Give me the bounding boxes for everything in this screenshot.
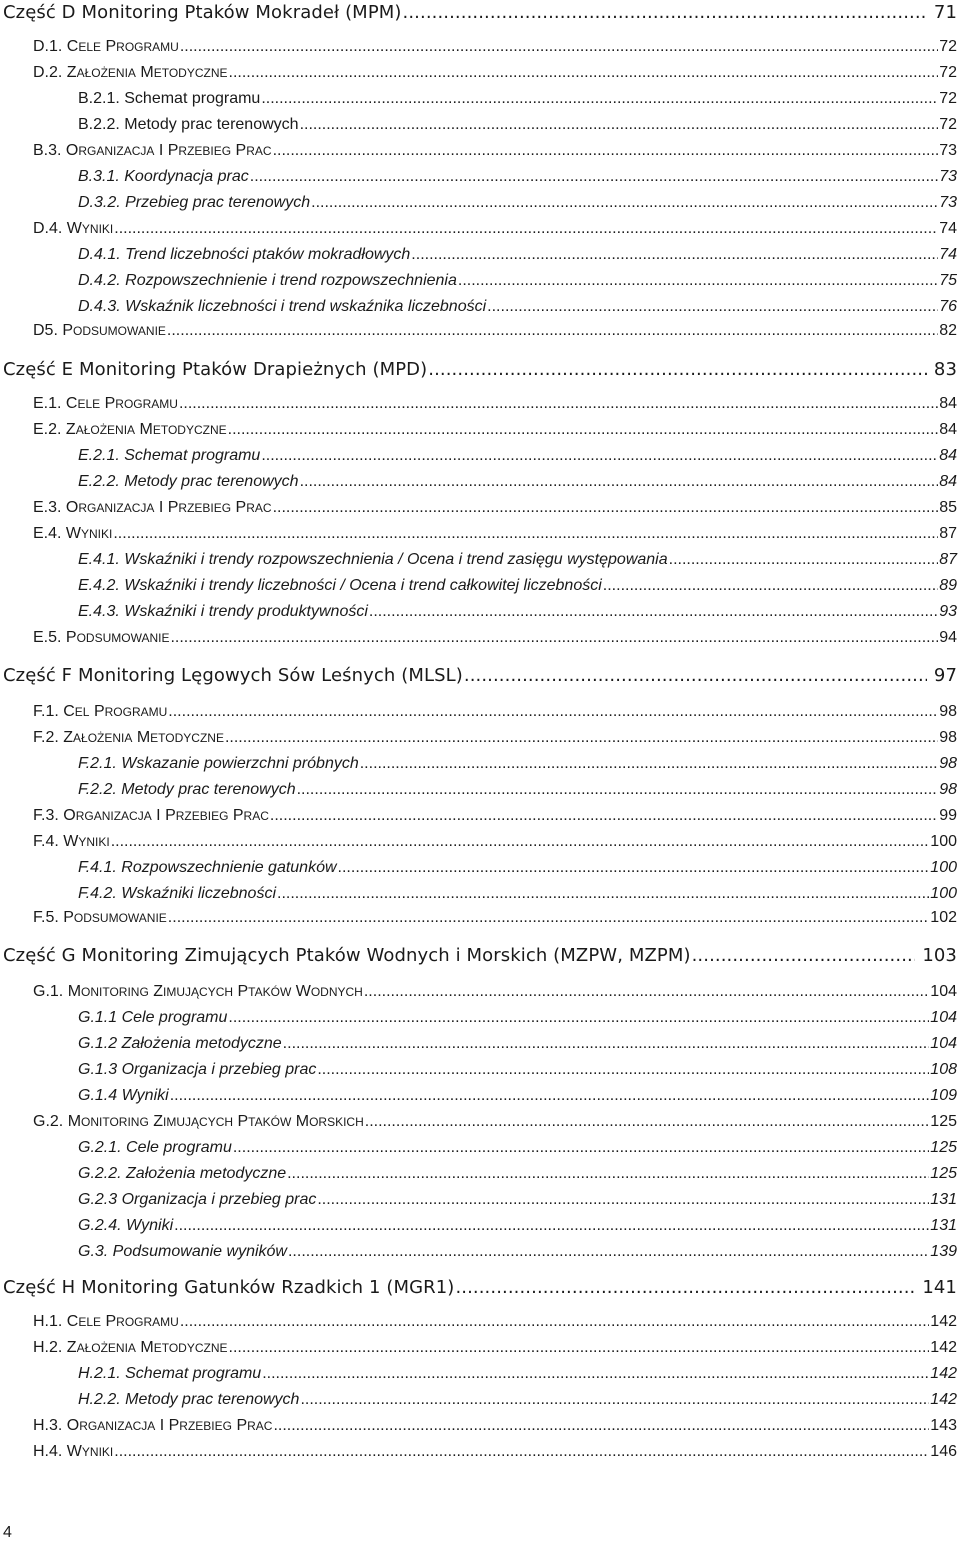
toc-entry-title: [78, 551, 668, 569]
toc-entry-text: G.2.1. Cele programu: [78, 1139, 232, 1156]
dot-leader: [287, 1165, 929, 1183]
toc-entry[interactable]: [78, 246, 957, 264]
toc-entry-text: E.2.2. Metody prac terenowych: [78, 473, 299, 490]
toc-entry-text: E.2.1. Schemat programu: [78, 447, 261, 464]
toc-entry-text: PODSUMOWANIE: [62, 322, 166, 339]
toc-entry-title: [33, 909, 167, 927]
toc-page-number: 104: [930, 1035, 957, 1052]
dot-leader: [283, 1035, 930, 1053]
toc-entry-title: [3, 2, 402, 23]
toc-page-number: 73: [939, 142, 957, 159]
toc-entry-text: B.3.1. Koordynacja prac: [78, 168, 249, 185]
toc-entry-title: [78, 1035, 282, 1053]
toc-entry-title: [78, 194, 310, 212]
toc-entry[interactable]: [33, 909, 957, 927]
toc-entry[interactable]: [78, 1191, 957, 1209]
toc-entry-title: [78, 603, 368, 621]
dot-leader: [170, 1087, 930, 1105]
toc-page-number: 131: [930, 1217, 957, 1234]
toc-entry-title: [78, 1365, 261, 1383]
toc-page-number: 93: [939, 603, 957, 620]
toc-entry-number: F.4.: [33, 833, 64, 850]
dot-leader: [403, 2, 927, 23]
toc-page-number: 98: [939, 781, 957, 798]
toc-entry-text: F.2.1. Wskazanie powierzchni próbnych: [78, 755, 359, 772]
dot-leader: [300, 116, 939, 134]
dot-leader: [225, 729, 938, 747]
dot-leader: [174, 1217, 929, 1235]
toc-entry-title: [78, 1139, 232, 1157]
dot-leader: [261, 90, 938, 108]
toc-entry-title: [78, 885, 276, 903]
toc-entry[interactable]: [78, 116, 957, 134]
toc-entry[interactable]: [33, 64, 957, 82]
toc-page-number: 72: [939, 116, 957, 133]
toc-page-number: 141: [922, 1277, 957, 1298]
toc-entry-text: Część H Monitoring Gatunków Rzadkich 1 (MGR1): [3, 1277, 455, 1298]
toc-page-number: 76: [939, 298, 957, 315]
dot-leader: [167, 322, 938, 340]
toc-page-number: 109: [930, 1087, 957, 1104]
toc-page-number: 108: [930, 1061, 957, 1078]
dot-leader: [311, 194, 938, 212]
toc-entry[interactable]: [78, 885, 957, 903]
toc-entry[interactable]: [33, 807, 957, 825]
toc-page-number: 74: [939, 220, 957, 237]
toc-entry-text: B.2.2. Metody prac terenowych: [78, 116, 299, 133]
toc-entry-title: [78, 859, 337, 877]
toc-entry-text: D.4.1. Trend liczebności ptaków mokradłowych: [78, 246, 411, 263]
toc-entry[interactable]: [33, 1313, 957, 1331]
dot-leader: [411, 246, 938, 264]
toc-entry[interactable]: [3, 945, 957, 966]
toc-entry-title: [78, 246, 410, 264]
toc-entry[interactable]: [33, 525, 957, 543]
toc-entry-text: ZAŁOŻENIA METODYCZNE: [66, 64, 228, 81]
toc-entry[interactable]: [33, 1113, 957, 1131]
toc-entry-text: WYNIKI: [65, 525, 113, 542]
toc-entry-text: Część D Monitoring Ptaków Mokradeł (MPM): [3, 2, 402, 23]
toc-entry[interactable]: [33, 1417, 957, 1435]
toc-entry[interactable]: [3, 1277, 957, 1298]
dot-leader: [692, 945, 916, 966]
toc-entry-title: [78, 168, 249, 186]
toc-entry-number: D.4.: [33, 220, 67, 237]
dot-leader: [180, 38, 938, 56]
toc-entry-number: F.1.: [33, 703, 64, 720]
toc-entry-number: G.1.: [33, 983, 68, 1000]
toc-page-number: 100: [930, 885, 957, 902]
toc-entry-number: F.3.: [33, 807, 64, 824]
dot-leader: [114, 1443, 929, 1461]
toc-entry-text: F.4.2. Wskaźniki liczebności: [78, 885, 276, 902]
toc-page-number: 125: [930, 1113, 957, 1130]
toc-entry-title: [78, 577, 602, 595]
toc-entry-title: [3, 359, 427, 380]
toc-entry-text: G.1.4 Wyniki: [78, 1087, 169, 1104]
toc-page-number: 142: [930, 1339, 957, 1356]
dot-leader: [228, 421, 939, 439]
toc-page-number: 87: [939, 551, 957, 568]
toc-entry-title: [33, 220, 113, 238]
toc-page-number: 131: [930, 1191, 957, 1208]
dot-leader: [360, 755, 938, 773]
toc-entry-number: D.2.: [33, 64, 67, 81]
dot-leader: [487, 298, 938, 316]
toc-entry[interactable]: [78, 1061, 957, 1079]
toc-entry-text: Część G Monitoring Zimujących Ptaków Wodnych i Morskich (MZPW, MZPM): [3, 945, 691, 966]
dot-leader: [111, 833, 930, 851]
toc-entry-text: ORGANIZACJA I PRZEBIEG PRAC: [66, 1417, 273, 1434]
toc-entry[interactable]: [78, 1243, 957, 1261]
toc-entry-number: E.4.: [33, 525, 66, 542]
toc-entry-text: ORGANIZACJA I PRZEBIEG PRAC: [65, 142, 272, 159]
dot-leader: [180, 1313, 929, 1331]
toc-page-number: 72: [939, 90, 957, 107]
toc-entry[interactable]: [33, 395, 957, 413]
dot-leader: [317, 1061, 929, 1079]
toc-page-number: 98: [939, 755, 957, 772]
toc-entry-title: [33, 983, 363, 1001]
dot-leader: [300, 473, 939, 491]
dot-leader: [261, 447, 938, 465]
toc-entry[interactable]: [78, 447, 957, 465]
toc-entry-number: G.2.: [33, 1113, 68, 1130]
toc-entry-text: PODSUMOWANIE: [65, 629, 170, 646]
toc-entry-text: G.2.2. Założenia metodyczne: [78, 1165, 287, 1182]
toc-entry-text: CELE PROGRAMU: [66, 38, 179, 55]
toc-entry[interactable]: [78, 90, 957, 108]
toc-entry-text: E.4.2. Wskaźniki i trendy liczebności / Ocena i trend całkowitej liczebności: [78, 577, 602, 594]
toc-entry[interactable]: [33, 142, 957, 160]
toc-entry-text: WYNIKI: [63, 833, 110, 850]
toc-entry-text: B.2.1. Schemat programu: [78, 90, 261, 107]
dot-leader: [428, 359, 927, 380]
toc-entry-number: B.3.: [33, 142, 66, 159]
toc-entry-text: ZAŁOŻENIA METODYCZNE: [65, 421, 227, 438]
toc-entry[interactable]: [78, 473, 957, 491]
toc-page-number: 142: [930, 1365, 957, 1382]
toc-entry[interactable]: [78, 1391, 957, 1409]
toc-entry-text: E.4.3. Wskaźniki i trendy produktywności: [78, 603, 368, 620]
toc-entry-text: ZAŁOŻENIA METODYCZNE: [66, 1339, 228, 1356]
toc-entry-title: [78, 116, 299, 134]
toc-entry-text: D.3.2. Przebieg prac terenowych: [78, 194, 311, 211]
toc-entry[interactable]: [33, 421, 957, 439]
toc-entry[interactable]: [78, 194, 957, 212]
dot-leader: [277, 885, 929, 903]
toc-entry[interactable]: [78, 1165, 957, 1183]
toc-page-number: 139: [930, 1243, 957, 1260]
dot-leader: [273, 499, 939, 517]
toc-entry-title: [33, 629, 169, 647]
toc-entry-text: CEL PROGRAMU: [63, 703, 168, 720]
toc-entry[interactable]: [78, 1139, 957, 1157]
dot-leader: [170, 629, 938, 647]
toc-entry-text: ORGANIZACJA I PRZEBIEG PRAC: [65, 499, 272, 516]
toc-entry-title: [33, 1313, 179, 1331]
toc-entry[interactable]: [33, 703, 957, 721]
dot-leader: [250, 168, 938, 186]
toc-entry[interactable]: [33, 1339, 957, 1357]
toc-entry[interactable]: [78, 551, 957, 569]
toc-entry[interactable]: [78, 577, 957, 595]
toc-page-number: 83: [933, 359, 957, 380]
dot-leader: [270, 807, 938, 825]
toc-entry-text: ZAŁOŻENIA METODYCZNE: [63, 729, 224, 746]
toc-entry[interactable]: [78, 755, 957, 773]
toc-entry[interactable]: [78, 168, 957, 186]
dot-leader: [233, 1139, 929, 1157]
toc-entry-title: [3, 665, 463, 686]
toc-entry-title: [33, 395, 178, 413]
toc-entry-text: WYNIKI: [66, 220, 114, 237]
toc-entry[interactable]: [3, 359, 957, 380]
toc-entry-title: [78, 1191, 316, 1209]
toc-page-number: 142: [930, 1313, 957, 1330]
toc-entry-number: E.1.: [33, 395, 66, 412]
toc-entry-title: [3, 945, 691, 966]
toc-page-number: 84: [939, 395, 957, 412]
dot-leader: [168, 703, 938, 721]
dot-leader: [464, 665, 927, 686]
toc-entry-title: [33, 1113, 364, 1131]
toc-entry-title: [78, 1217, 173, 1235]
toc-entry-text: D.4.3. Wskaźnik liczebności i trend wskaźnika liczebności: [78, 298, 487, 315]
toc-entry-number: H.1.: [33, 1313, 67, 1330]
toc-entry-title: [33, 499, 272, 517]
toc-entry-title: [33, 64, 228, 82]
toc-entry-title: [78, 755, 359, 773]
toc-page-number: 125: [930, 1165, 957, 1182]
toc-entry-text: G.3. Podsumowanie wyników: [78, 1243, 287, 1260]
toc-entry-title: [78, 1061, 316, 1079]
toc-entry-title: [33, 1443, 113, 1461]
toc-page-number: 102: [930, 909, 957, 926]
toc-entry[interactable]: [33, 38, 957, 56]
toc-page-number: 99: [939, 807, 957, 824]
dot-leader: [455, 1277, 915, 1298]
toc-entry[interactable]: [33, 833, 957, 851]
toc-entry[interactable]: [33, 629, 957, 647]
toc-page-number: 103: [922, 945, 957, 966]
dot-leader: [179, 395, 938, 413]
dot-leader: [669, 551, 939, 569]
dot-leader: [273, 142, 939, 160]
toc-entry[interactable]: [33, 983, 957, 1001]
dot-leader: [229, 1339, 930, 1357]
toc-page-number: 94: [939, 629, 957, 646]
toc-entry-text: F.4.1. Rozpowszechnienie gatunków: [78, 859, 337, 876]
toc-entry-text: ORGANIZACJA I PRZEBIEG PRAC: [63, 807, 269, 824]
toc-page-number: 98: [939, 729, 957, 746]
toc-entry-title: [33, 38, 179, 56]
toc-page-number: 143: [930, 1417, 957, 1434]
toc-entry-number: H.3.: [33, 1417, 67, 1434]
toc-entry[interactable]: [78, 298, 957, 316]
toc-page-number: 74: [939, 246, 957, 263]
toc-page-number: 146: [930, 1443, 957, 1460]
dot-leader: [458, 272, 938, 290]
toc-entry[interactable]: [78, 272, 957, 290]
toc-entry-title: [78, 1165, 286, 1183]
toc-entry-number: E.5.: [33, 629, 66, 646]
toc-page-number: 89: [939, 577, 957, 594]
toc-entry-title: [3, 1277, 454, 1298]
toc-entry-text: G.1.3 Organizacja i przebieg prac: [78, 1061, 317, 1078]
toc-entry[interactable]: [78, 1009, 957, 1027]
toc-entry-number: F.5.: [33, 909, 64, 926]
toc-entry-title: [33, 525, 112, 543]
dot-leader: [369, 603, 938, 621]
toc-entry-number: D5.: [33, 322, 63, 339]
toc-entry[interactable]: [78, 603, 957, 621]
toc-entry-title: [78, 781, 296, 799]
toc-entry[interactable]: [33, 499, 957, 517]
toc-page-number: 87: [939, 525, 957, 542]
toc-entry[interactable]: [78, 859, 957, 877]
toc-entry-title: [78, 1391, 299, 1409]
toc-entry-title: [33, 322, 166, 340]
toc-entry-number: F.2.: [33, 729, 64, 746]
page-number: 4: [3, 1524, 12, 1541]
toc-entry-title: [78, 272, 457, 290]
toc-entry[interactable]: [33, 1443, 957, 1461]
toc-entry-title: [33, 807, 269, 825]
toc-entry[interactable]: [33, 220, 957, 238]
toc-entry-title: [78, 447, 260, 465]
toc-page-number: 97: [933, 665, 957, 686]
dot-leader: [228, 1009, 929, 1027]
toc-entry-text: WYNIKI: [66, 1443, 114, 1460]
dot-leader: [365, 1113, 930, 1131]
toc-page-number: 84: [939, 447, 957, 464]
toc-entry-title: [78, 1087, 169, 1105]
toc-page-number: 85: [939, 499, 957, 516]
toc-entry-title: [33, 421, 227, 439]
toc-page-number: 142: [930, 1391, 957, 1408]
toc-entry-text: G.1.1 Cele programu: [78, 1009, 228, 1026]
toc-entry-text: E.4.1. Wskaźniki i trendy rozpowszechnienia / Ocena i trend zasięgu występowania: [78, 551, 668, 568]
toc-entry-text: MONITORING ZIMUJĄCYCH PTAKÓW MORSKICH: [67, 1113, 364, 1130]
toc-entry-text: G.2.3 Organizacja i przebieg prac: [78, 1191, 317, 1208]
toc-page-number: 73: [939, 168, 957, 185]
dot-leader: [317, 1191, 929, 1209]
toc-entry[interactable]: [78, 781, 957, 799]
dot-leader: [364, 983, 929, 1001]
toc-entry-text: H.2.2. Metody prac terenowych: [78, 1391, 300, 1408]
toc-entry-title: [78, 1009, 227, 1027]
toc-entry-title: [33, 1339, 228, 1357]
dot-leader: [603, 577, 938, 595]
toc-entry-title: [33, 142, 272, 160]
toc-entry-text: Część F Monitoring Lęgowych Sów Leśnych (MLSL): [3, 665, 463, 686]
toc-entry[interactable]: [78, 1365, 957, 1383]
toc-page-number: 100: [930, 833, 957, 850]
toc-entry-number: H.4.: [33, 1443, 67, 1460]
toc-entry-title: [78, 90, 260, 108]
toc-entry-title: [33, 1417, 272, 1435]
dot-leader: [262, 1365, 929, 1383]
toc-entry-text: CELE PROGRAMU: [65, 395, 178, 412]
toc-page-number: 72: [939, 64, 957, 81]
toc-page-number: 100: [930, 859, 957, 876]
dot-leader: [229, 64, 939, 82]
toc-entry-title: [33, 833, 110, 851]
toc-entry-text: G.2.4. Wyniki: [78, 1217, 174, 1234]
toc-page-number: 72: [939, 38, 957, 55]
toc-page-number: 98: [939, 703, 957, 720]
dot-leader: [168, 909, 930, 927]
toc-entry-number: E.2.: [33, 421, 66, 438]
toc-page-number: 73: [939, 194, 957, 211]
toc-entry[interactable]: [3, 2, 957, 23]
dot-leader: [114, 220, 938, 238]
toc-page-number: 84: [939, 473, 957, 490]
toc-page-number: 82: [939, 322, 957, 339]
toc-page-number: 71: [933, 2, 957, 23]
toc-entry-title: [78, 298, 486, 316]
toc-page-number: 125: [930, 1139, 957, 1156]
toc-entry[interactable]: [33, 322, 957, 340]
toc-entry-text: MONITORING ZIMUJĄCYCH PTAKÓW WODNYCH: [67, 983, 363, 1000]
toc-entry-text: D.4.2. Rozpowszechnienie i trend rozpowszechnienia: [78, 272, 457, 289]
dot-leader: [273, 1417, 929, 1435]
toc-entry-text: PODSUMOWANIE: [63, 909, 167, 926]
toc-entry[interactable]: [33, 729, 957, 747]
toc-page-number: 104: [930, 983, 957, 1000]
toc-entry-number: D.1.: [33, 38, 67, 55]
toc-entry-text: G.1.2 Założenia metodyczne: [78, 1035, 282, 1052]
toc-page-number: 104: [930, 1009, 957, 1026]
dot-leader: [288, 1243, 929, 1261]
toc-entry-text: F.2.2. Metody prac terenowych: [78, 781, 296, 798]
toc-entry[interactable]: [78, 1087, 957, 1105]
toc-entry[interactable]: [78, 1217, 957, 1235]
toc-entry-title: [78, 473, 299, 491]
toc-page-number: 75: [939, 272, 957, 289]
toc-entry-title: [33, 729, 224, 747]
dot-leader: [113, 525, 938, 543]
toc-entry-title: [78, 1243, 287, 1261]
toc-entry-text: CELE PROGRAMU: [66, 1313, 179, 1330]
toc-entry-text: H.2.1. Schemat programu: [78, 1365, 262, 1382]
dot-leader: [300, 1391, 929, 1409]
toc-entry[interactable]: [3, 665, 957, 686]
toc-entry[interactable]: [78, 1035, 957, 1053]
toc-entry-number: H.2.: [33, 1339, 67, 1356]
toc-entry-text: Część E Monitoring Ptaków Drapieżnych (MPD): [3, 359, 428, 380]
dot-leader: [338, 859, 930, 877]
dot-leader: [297, 781, 939, 799]
toc-page-number: 84: [939, 421, 957, 438]
toc-entry-title: [33, 703, 167, 721]
toc-entry-number: E.3.: [33, 499, 66, 516]
